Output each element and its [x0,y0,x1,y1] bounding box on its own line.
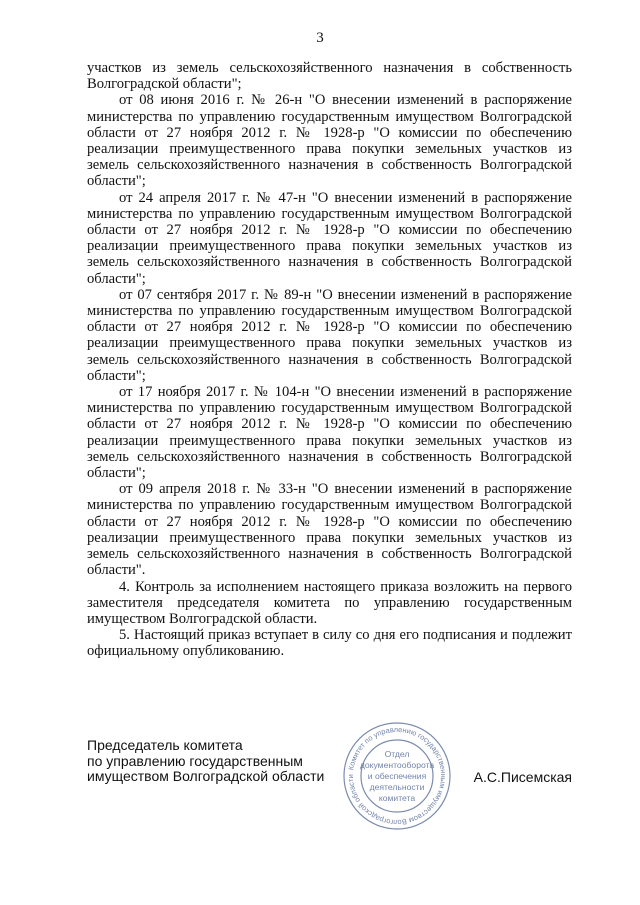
official-stamp [341,720,453,832]
signatory-title-line: Председатель комитета [87,737,243,753]
stamp-center-line: деятельности [369,782,425,792]
paragraph-order-89n: от 07 сентября 2017 г. № 89-н "О внесении изменений в распоряжение министерства по управлению государственным имуществом Волгоградской области от 27 ноября 2012 г. № 1928-р "О комиссии по обеспечению реализации преимущественного права покупки земельных участков из земель сельскохозяйственного назначения в собственность Волгоградской области"; [87,286,572,384]
paragraph-order-33n: от 09 апреля 2018 г. № 33-н "О внесении изменений в распоряжение министерства по управлению государственным имуществом Волгоградской области от 27 ноября 2012 г. № 1928-р "О комиссии по обеспечению реализации преимущественного права покупки земельных участков из земель сельскохозяйственного назначения в собственность Волгоградской области". [87,481,572,579]
signatory-title-line: имуществом Волгоградской области [87,768,325,784]
paragraph-effective-clause: 5. Настоящий приказ вступает в силу со дня его подписания и подлежит официальному опубликованию. [87,627,572,660]
signature-block [87,724,572,848]
signatory-name: А.С.Писемская [473,769,572,785]
paragraph-order-47n: от 24 апреля 2017 г. № 47-н "О внесении изменений в распоряжение министерства по управлению государственным имуществом Волгоградской области от 27 ноября 2012 г. № 1928-р "О комиссии по обеспечению реализации преимущественного права покупки земельных участков из земель сельскохозяйственного назначения в собственность Волгоградской области"; [87,189,572,287]
page-number: 3 [316,30,324,46]
paragraph-order-104n: от 17 ноября 2017 г. № 104-н "О внесении изменений в распоряжение министерства по управлению государственным имуществом Волгоградской области от 27 ноября 2012 г. № 1928-р "О комиссии по обеспечению реализации преимущественного права покупки земельных участков из земель сельскохозяйственного назначения в собственность Волгоградской области"; [87,384,572,482]
paragraph-continuation: участков из земель сельскохозяйственного назначения в собственность Волгоградской области"; [87,60,572,93]
stamp-ring-text: Комитет по управлению государственным имуществом Волгоградской области [345,724,449,828]
paragraph-order-26n: от 08 июня 2016 г. № 26-н "О внесении изменений в распоряжение министерства по управлению государственным имуществом Волгоградской области от 27 ноября 2012 г. № 1928-р "О комиссии по обеспечению реализации преимущественного права покупки земельных участков из земель сельскохозяйственного назначения в собственность Волгоградской области"; [87,92,572,190]
signatory-title [87,738,327,785]
stamp-center-line: и обеспечения [367,771,427,781]
signatory-title-line: по управлению государственным [87,752,303,769]
document-body [87,60,572,660]
stamp-center-line: документооборота [359,760,435,770]
stamp-center-line: комитета [378,793,416,803]
stamp-center-line: Отдел [384,749,410,759]
paragraph-control-clause: 4. Контроль за исполнением настоящего приказа возложить на первого заместителя председателя комитета по управлению государственным имуществом Волгоградской области. [87,578,572,627]
